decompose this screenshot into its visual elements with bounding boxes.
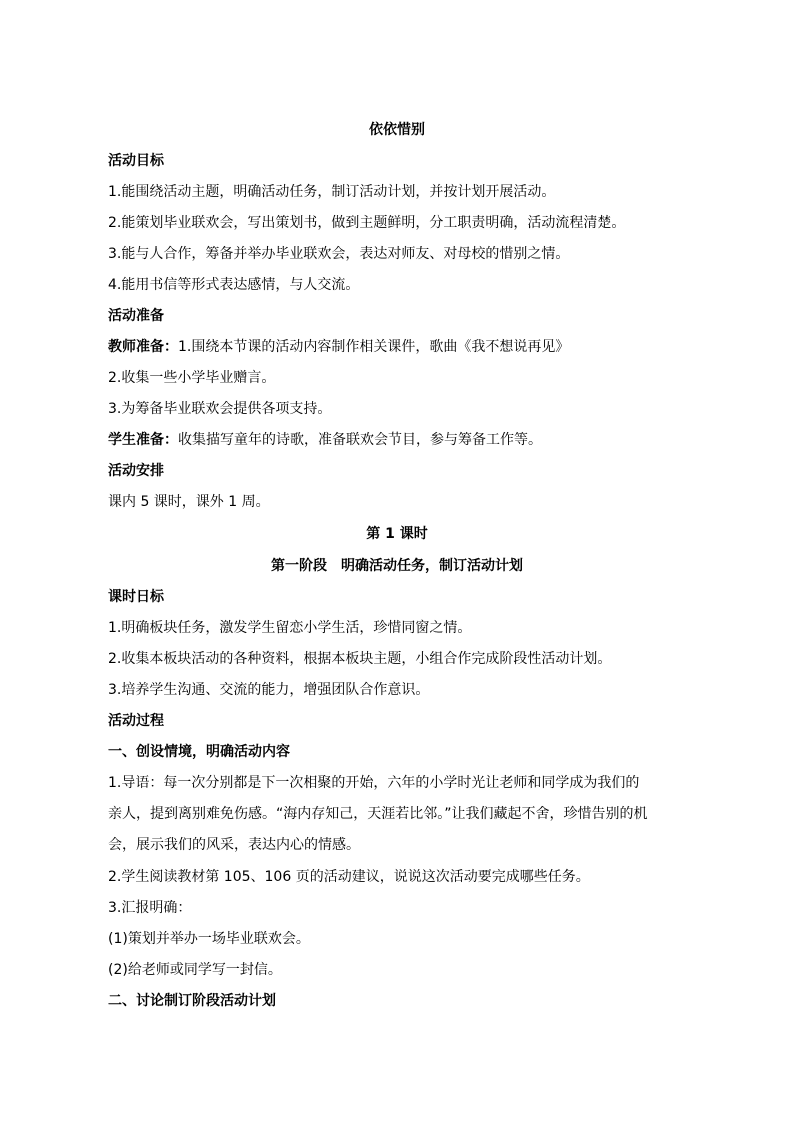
- goal-item: 2.能策划毕业联欢会，写出策划书，做到主题鲜明，分工职责明确，活动流程清楚。: [108, 215, 626, 231]
- stage-title: 第一阶段 明确活动任务，制订活动计划: [271, 558, 523, 574]
- schedule-heading: 活动安排: [108, 463, 164, 479]
- paragraph-line: 会，展示我们的风采，表达内心的情感。: [108, 837, 360, 853]
- teacher-prep-label: 教师准备：: [108, 339, 178, 355]
- lesson-goal-item: 1.明确板块任务，激发学生留恋小学生活，珍惜同窗之情。: [108, 620, 472, 636]
- lesson-title: 第 1 课时: [366, 526, 428, 542]
- part2-heading: 二、讨论制订阶段活动计划: [108, 993, 276, 1009]
- goal-item: 1.能围绕活动主题，明确活动任务，制订活动计划，并按计划开展活动。: [108, 184, 556, 200]
- paragraph-line: 2.学生阅读教材第 105、106 页的活动建议，说说这次活动要完成哪些任务。: [108, 869, 590, 885]
- process-heading: 活动过程: [108, 713, 164, 729]
- list-item: (2)给老师或同学写一封信。: [108, 962, 282, 978]
- student-prep-text: 收集描写童年的诗歌，准备联欢会节目，参与筹备工作等。: [178, 432, 542, 448]
- student-prep-label: 学生准备：: [108, 432, 178, 448]
- paragraph-line: 3.汇报明确：: [108, 900, 192, 916]
- teacher-prep: [108, 337, 728, 357]
- lesson-goal-item: 2.收集本板块活动的各种资料，根据本板块主题，小组合作完成阶段性活动计划。: [108, 651, 612, 667]
- teacher-prep-text: 1.围绕本节课的活动内容制作相关课件，歌曲《我不想说再见》: [178, 339, 570, 355]
- paragraph-line: 亲人，提到离别难免伤感。“海内存知己，天涯若比邻。”让我们藏起不舍，珍惜告别的机: [108, 806, 648, 822]
- goal-item: 3.能与人合作，筹备并举办毕业联欢会，表达对师友、对母校的惜别之情。: [108, 246, 570, 262]
- prep-item: 2.收集一些小学毕业赠言。: [108, 370, 276, 386]
- document-title: 依依惜别: [369, 122, 425, 138]
- prep-heading: 活动准备: [108, 308, 164, 324]
- schedule-text: 课内 5 课时，课外 1 周。: [108, 494, 270, 510]
- goal-item: 4.能用书信等形式表达感情，与人交流。: [108, 277, 360, 293]
- list-item: (1)策划并举办一场毕业联欢会。: [108, 931, 310, 947]
- goal-heading: 活动目标: [108, 153, 164, 169]
- prep-item: 3.为筹备毕业联欢会提供各项支持。: [108, 401, 332, 417]
- student-prep: [108, 430, 728, 450]
- lesson-goal-item: 3.培养学生沟通、交流的能力，增强团队合作意识。: [108, 682, 430, 698]
- paragraph-line: 1.导语：每一次分别都是下一次相聚的开始，六年的小学时光让老师和同学成为我们的: [108, 775, 640, 791]
- part1-heading: 一、创设情境，明确活动内容: [108, 744, 290, 760]
- lesson-goal-heading: 课时日标: [108, 589, 164, 605]
